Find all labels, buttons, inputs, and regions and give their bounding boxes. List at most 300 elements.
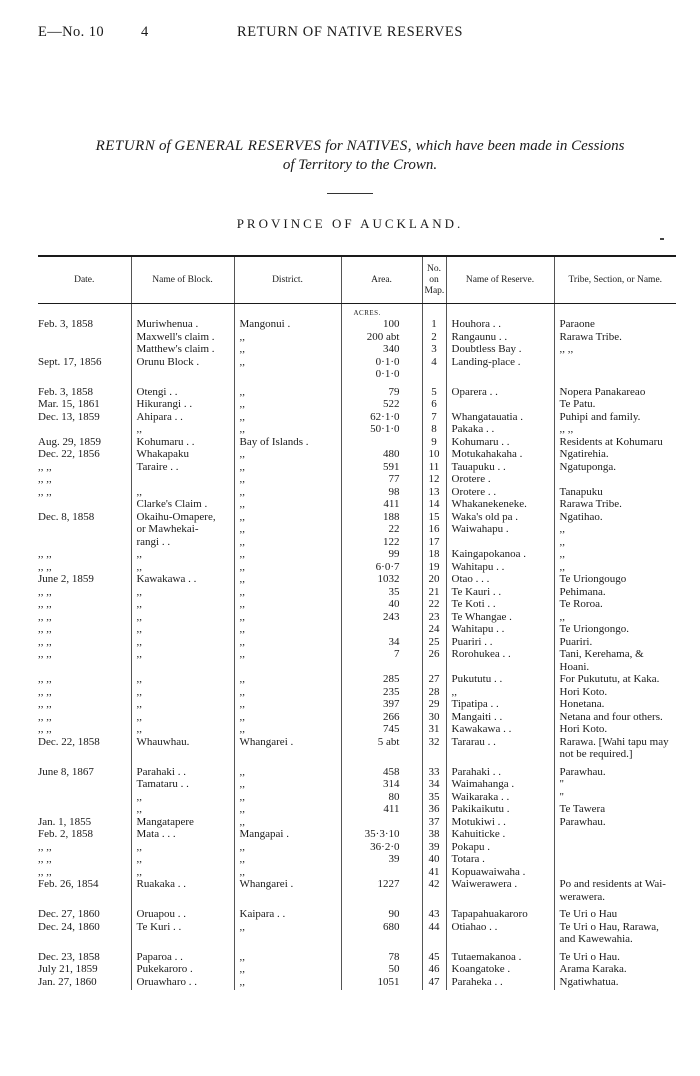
area-cell: 266 <box>341 711 422 724</box>
block-cell: ,, <box>131 791 234 804</box>
map-number-cell: 26 <box>422 648 446 673</box>
map-number-cell: 45 <box>422 946 446 964</box>
date-cell: Dec. 22, 1858 <box>38 736 131 761</box>
district-cell: ,, <box>234 331 341 344</box>
district-cell: ,, <box>234 946 341 964</box>
tribe-cell: ,, <box>559 548 565 560</box>
reserve-cell: Waikaraka . . <box>446 791 554 804</box>
block-cell: rangi . . <box>131 536 234 549</box>
document-title <box>40 137 680 175</box>
tribe-cell <box>554 368 676 381</box>
block-cell: Clarke's Claim . <box>131 498 234 511</box>
date-cell <box>38 368 131 381</box>
area-cell: 35 <box>341 586 422 599</box>
table-row <box>38 586 676 599</box>
table-row <box>38 698 676 711</box>
area-cell: 98 <box>341 486 422 499</box>
map-number-cell: 2 <box>422 331 446 344</box>
block-cell <box>131 473 234 486</box>
block-cell: Muriwhenua . <box>131 318 234 331</box>
reserve-cell: Doubtless Bay . <box>446 343 554 356</box>
reserve-cell: Motukiwi . . <box>446 816 554 829</box>
date-cell: ,, ,, <box>38 866 131 879</box>
tribe-cell: Te Uriongongo. <box>559 623 629 635</box>
tribe-cell: Puariri. <box>559 635 593 648</box>
reserve-cell: Otao . . . <box>446 573 554 586</box>
reserve-cell: Te Koti . . <box>446 598 554 611</box>
district-cell: ,, <box>234 448 341 461</box>
reserve-cell: Rorohukea . . <box>446 648 554 673</box>
date-cell: June 8, 1867 <box>38 761 131 779</box>
date-cell: ,, ,, <box>38 461 131 474</box>
tribe-cell <box>554 828 676 841</box>
tribe-cell: Ngatiwhatua. <box>559 975 619 988</box>
date-cell: ,, ,, <box>38 623 131 636</box>
map-number-cell: 32 <box>422 736 446 761</box>
block-cell: ,, <box>131 636 234 649</box>
tribe-cell: Te Tawera <box>559 803 606 815</box>
tribe-cell: Po and residents at Wai- werawera. <box>559 878 666 903</box>
block-cell: ,, <box>131 686 234 699</box>
block-cell: ,, <box>131 803 234 816</box>
map-number-cell: 41 <box>422 866 446 879</box>
tribe-cell: Ngatirehia. <box>559 448 609 460</box>
reserve-cell: Tapapahuakaroro <box>446 903 554 921</box>
district-cell: Kaipara . . <box>234 903 341 921</box>
tribe-cell: ,, <box>559 535 565 548</box>
table-row <box>38 423 676 436</box>
reserve-cell: Totara . <box>446 853 554 866</box>
reserve-cell: Otiahao . . <box>446 921 554 946</box>
block-cell: Parahaki . . <box>131 761 234 779</box>
district-cell: ,, <box>234 423 341 436</box>
map-number-cell: 11 <box>422 461 446 474</box>
district-cell: ,, <box>234 791 341 804</box>
reserve-cell: Te Whangae . <box>446 611 554 624</box>
date-cell <box>38 331 131 344</box>
table-row <box>38 573 676 586</box>
map-number-cell <box>422 368 446 381</box>
district-cell: ,, <box>234 778 341 791</box>
tribe-cell <box>554 841 676 854</box>
reserve-cell: Rangaunu . . <box>446 331 554 344</box>
table-row <box>38 791 676 804</box>
district-cell: ,, <box>234 536 341 549</box>
date-cell: June 2, 1859 <box>38 573 131 586</box>
reserve-cell: Landing-place . <box>446 356 554 369</box>
tribe-cell: ,, ,, <box>559 343 574 355</box>
reserves-table-wrap <box>38 255 676 990</box>
reserve-cell: Waka's old pa . <box>446 511 554 524</box>
map-number-cell: 27 <box>422 673 446 686</box>
area-units: ACRES. <box>341 304 422 319</box>
block-cell: ,, <box>131 866 234 879</box>
area-cell: 397 <box>341 698 422 711</box>
date-cell: Feb. 2, 1858 <box>38 828 131 841</box>
tribe-cell: Nopera Panakareao <box>559 385 646 398</box>
date-cell: ,, ,, <box>38 853 131 866</box>
district-cell: ,, <box>234 523 341 536</box>
date-cell <box>38 536 131 549</box>
reserve-cell: Te Kauri . . <box>446 586 554 599</box>
date-cell: ,, ,, <box>38 611 131 624</box>
map-number-cell: 43 <box>422 903 446 921</box>
table-row <box>38 623 676 636</box>
area-cell: 188 <box>341 511 422 524</box>
map-number-cell: 16 <box>422 523 446 536</box>
area-cell: 314 <box>341 778 422 791</box>
district-cell: Mangonui . <box>234 318 341 331</box>
table-row <box>38 398 676 411</box>
map-number-cell: 30 <box>422 711 446 724</box>
table-row <box>38 903 676 921</box>
tribe-cell: Tani, Kerehama, & Hoani. <box>559 648 644 673</box>
block-cell: ,, <box>131 841 234 854</box>
reserve-cell: Kopuawaiwaha . <box>446 866 554 879</box>
title-divider <box>327 193 373 194</box>
date-cell: Jan. 27, 1860 <box>38 976 131 991</box>
date-cell: Sept. 17, 1856 <box>38 356 131 369</box>
block-cell: or Mawhekai- <box>131 523 234 536</box>
date-cell <box>38 523 131 536</box>
table-row <box>38 343 676 356</box>
area-cell: 0·1·0 <box>341 368 422 381</box>
district-cell: Whangarei . <box>234 736 341 761</box>
map-number-cell: 3 <box>422 343 446 356</box>
date-cell: Jan. 1, 1855 <box>38 816 131 829</box>
district-cell: ,, <box>234 841 341 854</box>
date-cell <box>38 778 131 791</box>
block-cell: Tamataru . . <box>131 778 234 791</box>
tribe-cell: " <box>559 778 564 790</box>
map-number-cell: 36 <box>422 803 446 816</box>
district-cell: Whangarei . <box>234 878 341 903</box>
block-cell: Mata . . . <box>131 828 234 841</box>
header-area: Area. <box>341 256 422 304</box>
tribe-cell <box>554 866 676 879</box>
tribe-cell: Paraone <box>559 318 595 330</box>
map-number-cell: 35 <box>422 791 446 804</box>
district-cell: ,, <box>234 398 341 411</box>
tribe-cell: Puhipi and family. <box>559 410 641 423</box>
district-cell: ,, <box>234 866 341 879</box>
area-cell: 79 <box>341 381 422 399</box>
map-number-cell: 34 <box>422 778 446 791</box>
map-number-cell: 22 <box>422 598 446 611</box>
table-body <box>38 304 676 991</box>
date-cell: ,, ,, <box>38 548 131 561</box>
reserve-cell: Houhora . . <box>446 318 554 331</box>
block-cell: ,, <box>131 698 234 711</box>
date-cell <box>38 423 131 436</box>
table-row <box>38 673 676 686</box>
tribe-cell: For Pukututu, at Kaka. <box>559 673 660 685</box>
map-number-cell: 42 <box>422 878 446 903</box>
map-number-cell: 9 <box>422 436 446 449</box>
map-number-cell: 40 <box>422 853 446 866</box>
district-cell: ,, <box>234 343 341 356</box>
reserve-cell <box>446 368 554 381</box>
table-row <box>38 828 676 841</box>
district-cell: ,, <box>234 963 341 976</box>
map-number-cell: 23 <box>422 611 446 624</box>
tribe-cell: Rarawa Tribe. <box>559 330 622 343</box>
block-cell: Ruakaka . . <box>131 878 234 903</box>
header-row <box>38 256 676 304</box>
table-row <box>38 866 676 879</box>
tribe-cell: Parawhau. <box>559 815 606 828</box>
tribe-cell: Hori Koto. <box>559 723 608 735</box>
table-row <box>38 598 676 611</box>
tribe-cell: Parawhau. <box>559 765 606 778</box>
block-cell: ,, <box>131 586 234 599</box>
tribe-cell: Rarawa Tribe. <box>559 498 622 510</box>
title-line-2: of Territory to the Crown. <box>282 157 438 173</box>
map-number-cell: 8 <box>422 423 446 436</box>
area-cell: 122 <box>341 536 422 549</box>
area-cell: 34 <box>341 636 422 649</box>
date-cell: Dec. 27, 1860 <box>38 903 131 921</box>
map-number-cell: 25 <box>422 636 446 649</box>
tribe-cell: ,, <box>559 610 565 623</box>
block-cell: ,, <box>131 673 234 686</box>
tribe-cell: " <box>559 790 564 803</box>
reserve-cell: Wahitapu . . <box>446 623 554 636</box>
area-cell: 80 <box>341 791 422 804</box>
map-number-cell: 1 <box>422 318 446 331</box>
area-cell: 100 <box>341 318 422 331</box>
reserve-cell: Parahaki . . <box>446 761 554 779</box>
area-cell: 1227 <box>341 878 422 903</box>
table-row <box>38 473 676 486</box>
block-cell: Ahipara . . <box>131 411 234 424</box>
tribe-cell: Te Roroa. <box>559 598 603 610</box>
area-cell: 36·2·0 <box>341 841 422 854</box>
area-cell: 591 <box>341 461 422 474</box>
reserve-cell: Pukututu . . <box>446 673 554 686</box>
date-cell: ,, ,, <box>38 686 131 699</box>
table-row <box>38 841 676 854</box>
date-cell: ,, ,, <box>38 561 131 574</box>
date-cell: ,, ,, <box>38 711 131 724</box>
table-row <box>38 411 676 424</box>
header-block: Name of Block. <box>131 256 234 304</box>
date-cell: ,, ,, <box>38 486 131 499</box>
district-cell: ,, <box>234 461 341 474</box>
title-line-1 <box>40 137 680 156</box>
block-cell: ,, <box>131 648 234 673</box>
table-row <box>38 803 676 816</box>
table-row <box>38 878 676 903</box>
reserve-cell: Whakanekeneke. <box>446 498 554 511</box>
district-cell: ,, <box>234 698 341 711</box>
district-cell: ,, <box>234 511 341 524</box>
table-row <box>38 976 676 991</box>
report-reference: E—No. 10 <box>38 24 105 40</box>
tribe-cell: Arama Karaka. <box>559 963 627 975</box>
block-cell: ,, <box>131 711 234 724</box>
district-cell: ,, <box>234 636 341 649</box>
map-number-cell: 10 <box>422 448 446 461</box>
tribe-cell: ,, ,, <box>559 423 574 435</box>
date-cell <box>38 343 131 356</box>
title-word-return: RETURN <box>95 138 156 154</box>
area-cell: 458 <box>341 761 422 779</box>
date-cell <box>38 498 131 511</box>
map-number-cell: 6 <box>422 398 446 411</box>
date-cell: ,, ,, <box>38 473 131 486</box>
area-cell: 680 <box>341 921 422 946</box>
map-number-cell: 47 <box>422 976 446 991</box>
table-row <box>38 723 676 736</box>
header-date: Date. <box>38 256 131 304</box>
reserve-cell: Koangatoke . <box>446 963 554 976</box>
print-mark <box>660 238 664 240</box>
block-cell: Otengi . . <box>131 381 234 399</box>
date-cell: Mar. 15, 1861 <box>38 398 131 411</box>
district-cell: ,, <box>234 561 341 574</box>
map-number-cell: 24 <box>422 623 446 636</box>
date-cell: ,, ,, <box>38 723 131 736</box>
area-cell: 411 <box>341 803 422 816</box>
reserve-cell: Paraheka . . <box>446 976 554 991</box>
district-cell: ,, <box>234 381 341 399</box>
tribe-cell: Hori Koto. <box>559 685 608 698</box>
district-cell: ,, <box>234 623 341 636</box>
block-cell: Orunu Block . <box>131 356 234 369</box>
area-cell: 745 <box>341 723 422 736</box>
tribe-cell: Ngatihao. <box>559 510 603 523</box>
table-row <box>38 761 676 779</box>
tribe-cell: Netana and four others. <box>559 710 663 723</box>
date-cell: Dec. 8, 1858 <box>38 511 131 524</box>
map-number-cell: 13 <box>422 486 446 499</box>
map-number-cell: 28 <box>422 686 446 699</box>
date-cell: Feb. 3, 1858 <box>38 381 131 399</box>
table-row <box>38 498 676 511</box>
reserve-cell: Waimahanga . <box>446 778 554 791</box>
block-cell: ,, <box>131 853 234 866</box>
block-cell: ,, <box>131 611 234 624</box>
reserve-cell: Waiwerawera . <box>446 878 554 903</box>
tribe-cell <box>554 473 676 486</box>
table-row <box>38 711 676 724</box>
reserve-cell: Kahuiticke . <box>446 828 554 841</box>
table-row <box>38 921 676 946</box>
reserve-cell: Oparera . . <box>446 381 554 399</box>
map-number-cell: 5 <box>422 381 446 399</box>
area-cell: 235 <box>341 686 422 699</box>
reserve-cell <box>446 398 554 411</box>
tribe-cell: Te Uri o Hau. <box>559 950 620 963</box>
table-row <box>38 636 676 649</box>
date-cell: ,, ,, <box>38 586 131 599</box>
area-cell: 243 <box>341 611 422 624</box>
date-cell: Feb. 26, 1854 <box>38 878 131 903</box>
reserve-cell <box>446 536 554 549</box>
district-cell: ,, <box>234 816 341 829</box>
district-cell: ,, <box>234 486 341 499</box>
header-reserve: Name of Reserve. <box>446 256 554 304</box>
area-cell: 6·0·7 <box>341 561 422 574</box>
block-cell: ,, <box>131 598 234 611</box>
district-cell: ,, <box>234 803 341 816</box>
area-cell: 1032 <box>341 573 422 586</box>
area-cell <box>341 436 422 449</box>
reserve-cell: Puariri . . <box>446 636 554 649</box>
tribe-cell: Ngatuponga. <box>559 460 617 473</box>
table-row <box>38 523 676 536</box>
block-cell: Pukekaroro . <box>131 963 234 976</box>
area-cell: 340 <box>341 343 422 356</box>
date-cell: Feb. 3, 1858 <box>38 318 131 331</box>
reserve-cell: Wahitapu . . <box>446 561 554 574</box>
date-cell: ,, ,, <box>38 636 131 649</box>
table-row <box>38 511 676 524</box>
tribe-cell <box>554 853 676 866</box>
block-cell: Oruapou . . <box>131 903 234 921</box>
district-cell: ,, <box>234 976 341 991</box>
area-cell <box>341 623 422 636</box>
district-cell: ,, <box>234 673 341 686</box>
block-cell: Oruawharo . . <box>131 976 234 991</box>
map-number-cell: 20 <box>422 573 446 586</box>
area-cell: 50·1·0 <box>341 423 422 436</box>
title-word-of: of <box>155 138 175 154</box>
running-title: RETURN OF NATIVE RESERVES <box>236 24 464 40</box>
date-cell: Dec. 23, 1858 <box>38 946 131 964</box>
page-number: 4 <box>141 24 149 40</box>
date-cell: ,, ,, <box>38 598 131 611</box>
district-cell: ,, <box>234 498 341 511</box>
table-row <box>38 548 676 561</box>
tribe-cell: ,, <box>559 560 565 573</box>
district-cell: ,, <box>234 356 341 369</box>
area-cell: 5 abt <box>341 736 422 761</box>
block-cell: Whauwhau. <box>131 736 234 761</box>
reserve-cell: Pakikaikutu . <box>446 803 554 816</box>
map-number-cell: 29 <box>422 698 446 711</box>
tribe-cell: Te Uriongougo <box>559 573 627 585</box>
district-cell: ,, <box>234 761 341 779</box>
table-row <box>38 946 676 964</box>
reserve-cell: Waiwahapu . <box>446 523 554 536</box>
block-cell: ,, <box>131 548 234 561</box>
map-number-cell: 39 <box>422 841 446 854</box>
area-cell: 35·3·10 <box>341 828 422 841</box>
date-cell: Dec. 22, 1856 <box>38 448 131 461</box>
reserve-cell: Tararau . . <box>446 736 554 761</box>
table-row <box>38 368 676 381</box>
area-cell: 411 <box>341 498 422 511</box>
table-row <box>38 331 676 344</box>
title-words-general-reserves: GENERAL RESERVES <box>174 138 322 154</box>
block-cell: ,, <box>131 561 234 574</box>
district-cell: Mangapai . <box>234 828 341 841</box>
block-cell: ,, <box>131 623 234 636</box>
map-number-cell: 15 <box>422 511 446 524</box>
table-row <box>38 963 676 976</box>
reserve-cell: Mangaiti . . <box>446 711 554 724</box>
district-cell: ,, <box>234 411 341 424</box>
date-cell: ,, ,, <box>38 673 131 686</box>
table-row <box>38 853 676 866</box>
map-number-cell: 44 <box>422 921 446 946</box>
date-cell: Dec. 13, 1859 <box>38 411 131 424</box>
area-cell: 77 <box>341 473 422 486</box>
date-cell <box>38 803 131 816</box>
reserve-cell: Motukahakaha . <box>446 448 554 461</box>
